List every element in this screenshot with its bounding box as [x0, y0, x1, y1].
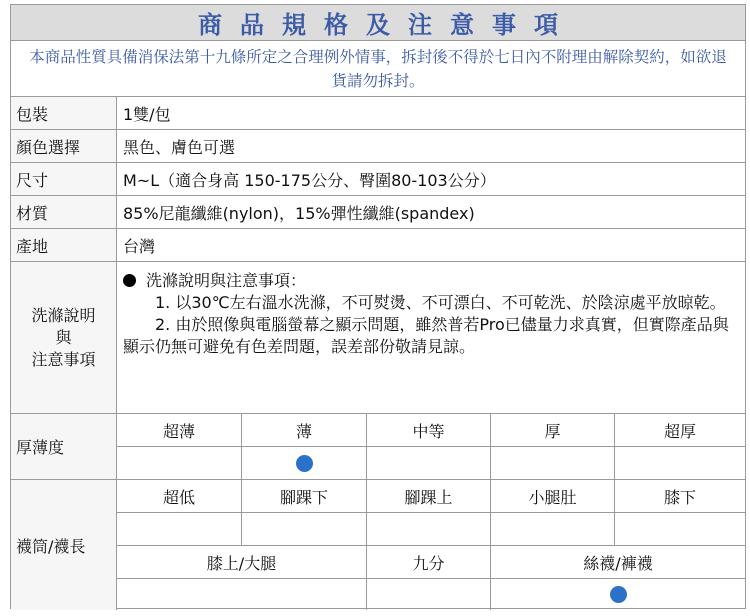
length-mark-cell — [117, 579, 367, 610]
length-mark-cell — [491, 579, 745, 610]
length-mark-cell — [491, 513, 615, 546]
length-option: 膝下 — [615, 480, 745, 513]
wash-item-1: 1. 以30℃左右溫水洗滌，不可熨燙、不可漂白、不可乾洗、於陰涼處平放晾乾。 — [155, 293, 726, 312]
spec-row-color — [11, 130, 745, 163]
length-option: 小腿肚 — [491, 480, 615, 513]
length-option: 膝上/大腿 — [117, 546, 367, 579]
spec-label: 包裝 — [11, 97, 117, 129]
length-row — [11, 480, 745, 610]
thickness-option: 超薄 — [117, 414, 242, 447]
thickness-mark-cell — [117, 447, 242, 480]
wash-heading: 洗滌說明與注意事項： — [146, 271, 307, 290]
length-option: 超低 — [117, 480, 242, 513]
wash-heading-line — [123, 270, 737, 292]
length-label: 襪筒/襪長 — [11, 480, 117, 610]
selected-dot-icon — [610, 586, 627, 603]
thickness-option: 中等 — [367, 414, 491, 447]
length-mark-cell — [615, 513, 745, 546]
length-option: 絲襪/褲襪 — [491, 546, 745, 579]
page-title: 商品規格及注意事項 — [198, 11, 576, 39]
spec-row-size — [11, 163, 745, 196]
spec-sheet — [10, 4, 746, 609]
spec-row-wash — [11, 262, 745, 414]
wash-label-line: 洗滌說明 — [31, 305, 96, 325]
length-mark-cell — [367, 579, 491, 610]
thickness-label: 厚薄度 — [11, 414, 117, 479]
length-mark-cell — [117, 513, 242, 546]
spec-row-origin — [11, 229, 745, 262]
spec-value: M~L（適合身高 150-175公分、臀圍80-103公分） — [123, 170, 496, 190]
title-bar — [11, 5, 745, 41]
return-notice-text: 本商品性質具備消保法第十九條所定之合理例外情事，拆封後不得於七日內不附理由解除契約，如欲退貨請勿拆封。 — [29, 47, 727, 90]
wash-item-2: 2. 由於照像與電腦螢幕之顯示問題，雖然普若Pro已儘量力求真實，但實際產品與 顯示仍無可避免有色差問題，誤差部份敬請見諒。 — [123, 315, 729, 356]
spec-value: 黑色、膚色可選 — [123, 137, 236, 157]
return-notice — [11, 41, 745, 97]
spec-row-material — [11, 196, 745, 229]
length-option: 九分 — [367, 546, 491, 579]
length-option: 腳踝上 — [367, 480, 491, 513]
thickness-mark-cell — [615, 447, 745, 480]
spec-label: 顏色選擇 — [11, 130, 117, 162]
thickness-row — [11, 414, 745, 480]
wash-content — [117, 262, 745, 413]
length-option: 腳踝下 — [242, 480, 367, 513]
wash-label — [11, 262, 117, 413]
spec-row-package — [11, 97, 745, 130]
length-grid — [117, 480, 745, 610]
thickness-option: 超厚 — [615, 414, 745, 447]
thickness-grid — [117, 414, 745, 479]
spec-value: 85%尼龍纖維(nylon)，15%彈性纖維(spandex) — [123, 203, 475, 223]
spec-label: 產地 — [11, 229, 117, 261]
wash-label-line: 與 — [55, 327, 72, 347]
selected-dot-icon — [296, 455, 313, 472]
thickness-mark-cell — [242, 447, 367, 480]
spec-value: 台灣 — [123, 236, 156, 256]
bullet-icon — [123, 274, 136, 287]
wash-label-line: 注意事項 — [31, 349, 96, 369]
thickness-option: 薄 — [242, 414, 367, 447]
length-mark-cell — [367, 513, 491, 546]
thickness-mark-cell — [491, 447, 615, 480]
thickness-mark-cell — [367, 447, 491, 480]
spec-label: 尺寸 — [11, 163, 117, 195]
spec-value: 1雙/包 — [123, 104, 171, 124]
spec-label: 材質 — [11, 196, 117, 228]
length-mark-cell — [242, 513, 367, 546]
thickness-option: 厚 — [491, 414, 615, 447]
